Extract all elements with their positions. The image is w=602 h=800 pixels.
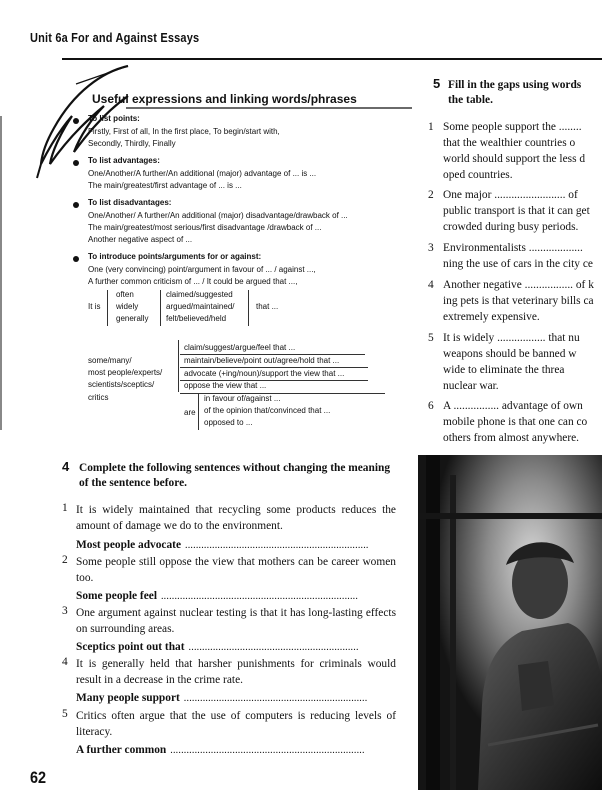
- table2-verb: advocate (+ing/noun)/support the view that ...: [184, 369, 345, 378]
- item-sentence: Critics often argue that the use of computers is reducing levels of literacy.: [76, 710, 396, 738]
- item-line: that the wealthier countries o: [443, 137, 576, 149]
- expression-line: One/Another/A further/An additional (major) advantage of ... is ...: [88, 169, 317, 178]
- table2-divider: [178, 340, 179, 392]
- table1-adverb: widely: [116, 302, 139, 311]
- item-number: 3: [428, 242, 434, 254]
- bullet-icon: [73, 202, 79, 208]
- item-line: oped countries.: [443, 169, 513, 181]
- item-number: 4: [428, 279, 434, 291]
- item-line[interactable]: Environmentalists ...................: [443, 242, 583, 254]
- answer-blank[interactable]: ....................................................................: [185, 540, 369, 551]
- table2-rule: [180, 354, 365, 355]
- expression-line: Firstly, First of all, In the first place, To begin/start with,: [88, 127, 280, 136]
- item-line: ning the use of cars in the city ce: [443, 258, 593, 270]
- item-number: 4: [62, 656, 68, 668]
- answer-line[interactable]: [76, 740, 365, 758]
- table2-verb: maintain/believe/point out/agree/hold that ...: [184, 356, 340, 365]
- answer-start: Sceptics point out that: [76, 641, 185, 653]
- exercise4-number: 4: [62, 459, 70, 474]
- table1-it-is: It is: [88, 302, 101, 311]
- item-line[interactable]: Another negative ................. of k: [443, 279, 594, 291]
- table2-subject: scientists/sceptics/: [88, 380, 155, 389]
- item-line: extremely expensive.: [443, 311, 540, 323]
- answer-start: Some people feel: [76, 590, 157, 602]
- answer-line[interactable]: [76, 586, 358, 604]
- item-line: ing pets is that veterinary bills ca: [443, 295, 594, 307]
- item-line[interactable]: It is widely ................. that nu: [443, 332, 580, 344]
- bullet-icon: [73, 160, 79, 166]
- expression-line: The main/greatest/most serious/first disadvantage /drawback of ...: [88, 223, 322, 232]
- item-sentence: It is widely maintained that recycling some products reduces the amount of damage we do to the environment.: [76, 504, 396, 532]
- item-line: wide to eliminate the threa: [443, 364, 565, 376]
- item-line: crowded during busy periods.: [443, 221, 579, 233]
- item-sentence: Some people still oppose the view that mothers can be career women too.: [76, 556, 396, 584]
- soldier-photo: [418, 455, 602, 790]
- item-number: 2: [428, 189, 434, 201]
- table2-rule: [180, 367, 368, 368]
- answer-line[interactable]: [76, 637, 359, 655]
- table1-divider: [107, 290, 108, 326]
- answer-start: Most people advocate: [76, 539, 182, 551]
- table1-verb: argued/maintained/: [166, 302, 235, 311]
- exercise4-instruction: Complete the following sentences without changing the meaning of the sentence before.: [79, 462, 391, 489]
- answer-blank[interactable]: ........................................................................: [170, 745, 365, 756]
- exercise5-instruction: Fill in the gaps using words: [448, 79, 582, 91]
- table2-are: are: [184, 408, 196, 417]
- item-line: public transport is that it can get: [443, 205, 590, 217]
- table1-that: that ...: [256, 302, 279, 311]
- table1-divider: [248, 290, 249, 326]
- bullet-icon: [73, 118, 79, 124]
- table2-opinion: of the opinion that/convinced that ...: [204, 406, 331, 415]
- table2-verb: oppose the view that ...: [184, 381, 267, 390]
- table1-verb: claimed/suggested: [166, 290, 233, 299]
- answer-blank[interactable]: ...............................................................: [188, 642, 359, 653]
- item-number: 5: [428, 332, 434, 344]
- table2-subject: most people/experts/: [88, 368, 163, 377]
- item-line: mobile phone is that one can co: [443, 416, 588, 428]
- item-line[interactable]: Some people support the ........: [443, 121, 582, 133]
- item-line: world should support the less d: [443, 153, 586, 165]
- table2-opinion: opposed to ...: [204, 418, 253, 427]
- table2-verb: claim/suggest/argue/feel that ...: [184, 343, 296, 352]
- answer-line[interactable]: [76, 688, 367, 706]
- expression-line: One/Another/ A further/An additional (major) disadvantage/drawback of ...: [88, 211, 348, 220]
- section-heading: To list points:: [88, 114, 140, 123]
- item-number: 6: [428, 400, 434, 412]
- useful-expressions-title: Useful expressions and linking words/phrases: [92, 92, 357, 106]
- item-number: 1: [62, 502, 68, 514]
- bullet-icon: [73, 256, 79, 262]
- answer-blank[interactable]: .........................................................................: [160, 591, 359, 602]
- table2-subject: critics: [88, 393, 109, 402]
- table1-verb: felt/believed/held: [166, 314, 227, 323]
- table1-adverb: generally: [116, 314, 149, 323]
- answer-start: Many people support: [76, 692, 180, 704]
- answer-blank[interactable]: ....................................................................: [183, 693, 368, 704]
- answer-start: A further common: [76, 744, 167, 756]
- exercise5-number: 5: [433, 76, 441, 91]
- item-number: 5: [62, 708, 68, 720]
- answer-line[interactable]: [76, 535, 369, 553]
- item-sentence: It is generally held that harsher punishments for criminals would result in a decrease in the crime rate.: [76, 658, 396, 686]
- item-number: 2: [62, 554, 68, 566]
- table1-divider: [160, 290, 161, 326]
- unit-title: Unit 6a For and Against Essays: [30, 31, 200, 45]
- item-line: nuclear war.: [443, 380, 499, 392]
- expression-line: A further common criticism of ... / It could be argued that ...,: [88, 277, 298, 286]
- expression-line: Secondly, Thirdly, Finally: [88, 139, 176, 148]
- section-heading: To list advantages:: [88, 156, 160, 165]
- expression-line: Another negative aspect of ...: [88, 235, 193, 244]
- table2-opinion: in favour of/against ...: [204, 394, 281, 403]
- table2-divider: [198, 394, 199, 430]
- section-heading: To introduce points/arguments for or against:: [88, 252, 262, 261]
- table1-adverb: often: [116, 290, 134, 299]
- item-line: others from almost anywhere.: [443, 432, 580, 444]
- item-number: 1: [428, 121, 434, 133]
- section-heading: To list disadvantages:: [88, 198, 172, 207]
- page-number: 62: [30, 768, 47, 787]
- expression-line: The main/greatest/first advantage of ... is ...: [88, 181, 242, 190]
- item-line: weapons should be banned w: [443, 348, 577, 360]
- table2-subject: some/many/: [88, 356, 132, 365]
- item-line[interactable]: A ................ advantage of own: [443, 400, 583, 412]
- expression-line: One (very convincing) point/argument in favour of ... / against ...,: [88, 265, 316, 274]
- item-number: 3: [62, 605, 68, 617]
- item-line[interactable]: One major ......................... of: [443, 189, 578, 201]
- item-sentence: One argument against nuclear testing is that it has long-lasting effects on surrounding areas.: [76, 607, 396, 635]
- exercise5-instruction: the table.: [448, 94, 493, 106]
